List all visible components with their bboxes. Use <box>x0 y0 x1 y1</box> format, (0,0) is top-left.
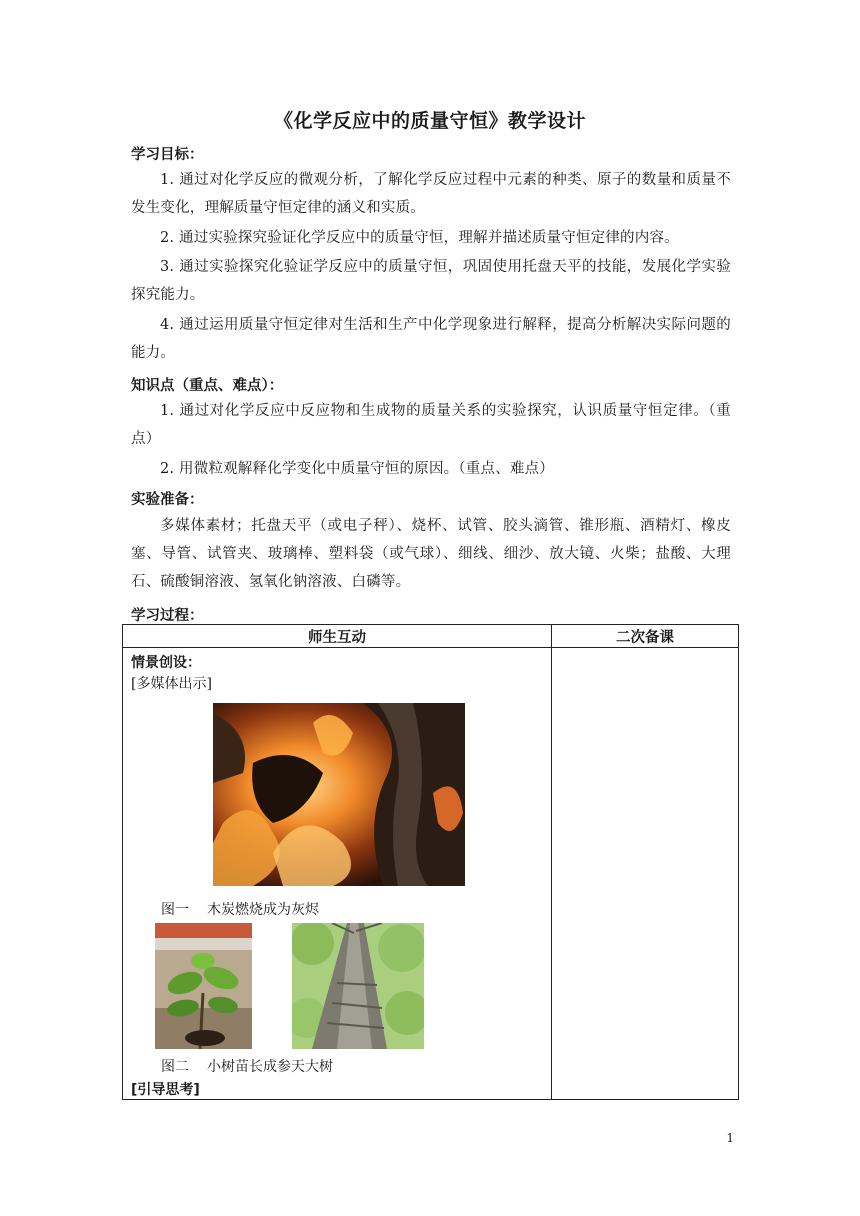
objectives-heading: 学习目标： <box>131 147 204 163</box>
sapling-photo <box>155 923 252 1049</box>
knowledge-item-2: 2. 用微粒观解释化学变化中质量守恒的原因。（重点、难点） <box>160 461 554 477</box>
figure2-text: 小树苗长成参天大树 <box>207 1059 333 1075</box>
process-table <box>122 624 739 1100</box>
objective-item-1: 1. 通过对化学反应的微观分析，了解化学反应过程中元素的种类、原子的数量和质量不发生变化，理解质量守恒定律的涵义和实质。 <box>131 172 731 216</box>
figure2-number: 图二 <box>161 1059 189 1075</box>
preparation-heading: 实验准备： <box>131 492 204 508</box>
page-title: 《化学反应中的质量守恒》教学设计 <box>273 110 586 132</box>
figure1-caption <box>161 899 319 919</box>
figure2-caption <box>161 1056 333 1076</box>
charcoal-fire-photo <box>213 703 465 886</box>
table-header-revision: 二次备课 <box>552 625 739 648</box>
revision-cell <box>552 648 739 1100</box>
figure1-text: 木炭燃烧成为灰烬 <box>207 902 319 918</box>
media-label: [多媒体出示] <box>131 676 212 692</box>
interaction-cell <box>123 648 552 1100</box>
objective-item-2: 2. 通过实验探究验证化学反应中的质量守恒，理解并描述质量守恒定律的内容。 <box>160 230 679 246</box>
tall-tree-photo <box>292 923 424 1049</box>
scenario-label: 情景创设： <box>131 655 201 671</box>
knowledge-item-1: 1. 通过对化学反应中反应物和生成物的质量关系的实验探究，认识质量守恒定律。（重点） <box>131 403 731 447</box>
page-number: 1 <box>726 1131 734 1145</box>
table-header-interaction: 师生互动 <box>123 625 552 648</box>
process-heading: 学习过程： <box>131 608 204 624</box>
objective-item-3: 3. 通过实验探究化验证学反应中的质量守恒，巩固使用托盘天平的技能，发展化学实验探究能力。 <box>131 259 731 303</box>
guide-thinking-label: [引导思考] <box>131 1082 200 1098</box>
figure1-number: 图一 <box>161 902 189 918</box>
knowledge-heading: 知识点（重点、难点）： <box>131 378 284 394</box>
preparation-text: 多媒体素材；托盘天平（或电子秤）、烧杯、试管、胶头滴管、锥形瓶、酒精灯、橡皮塞、导管、试管夹、玻璃棒、塑料袋（或气球）、细线、细沙、放大镜、火柴；盐酸、大理石、硫酸铜溶液、氢氧化钠溶液、白磷等。 <box>131 518 731 590</box>
objective-item-4: 4. 通过运用质量守恒定律对生活和生产中化学现象进行解释，提高分析解决实际问题的能力。 <box>131 317 731 361</box>
